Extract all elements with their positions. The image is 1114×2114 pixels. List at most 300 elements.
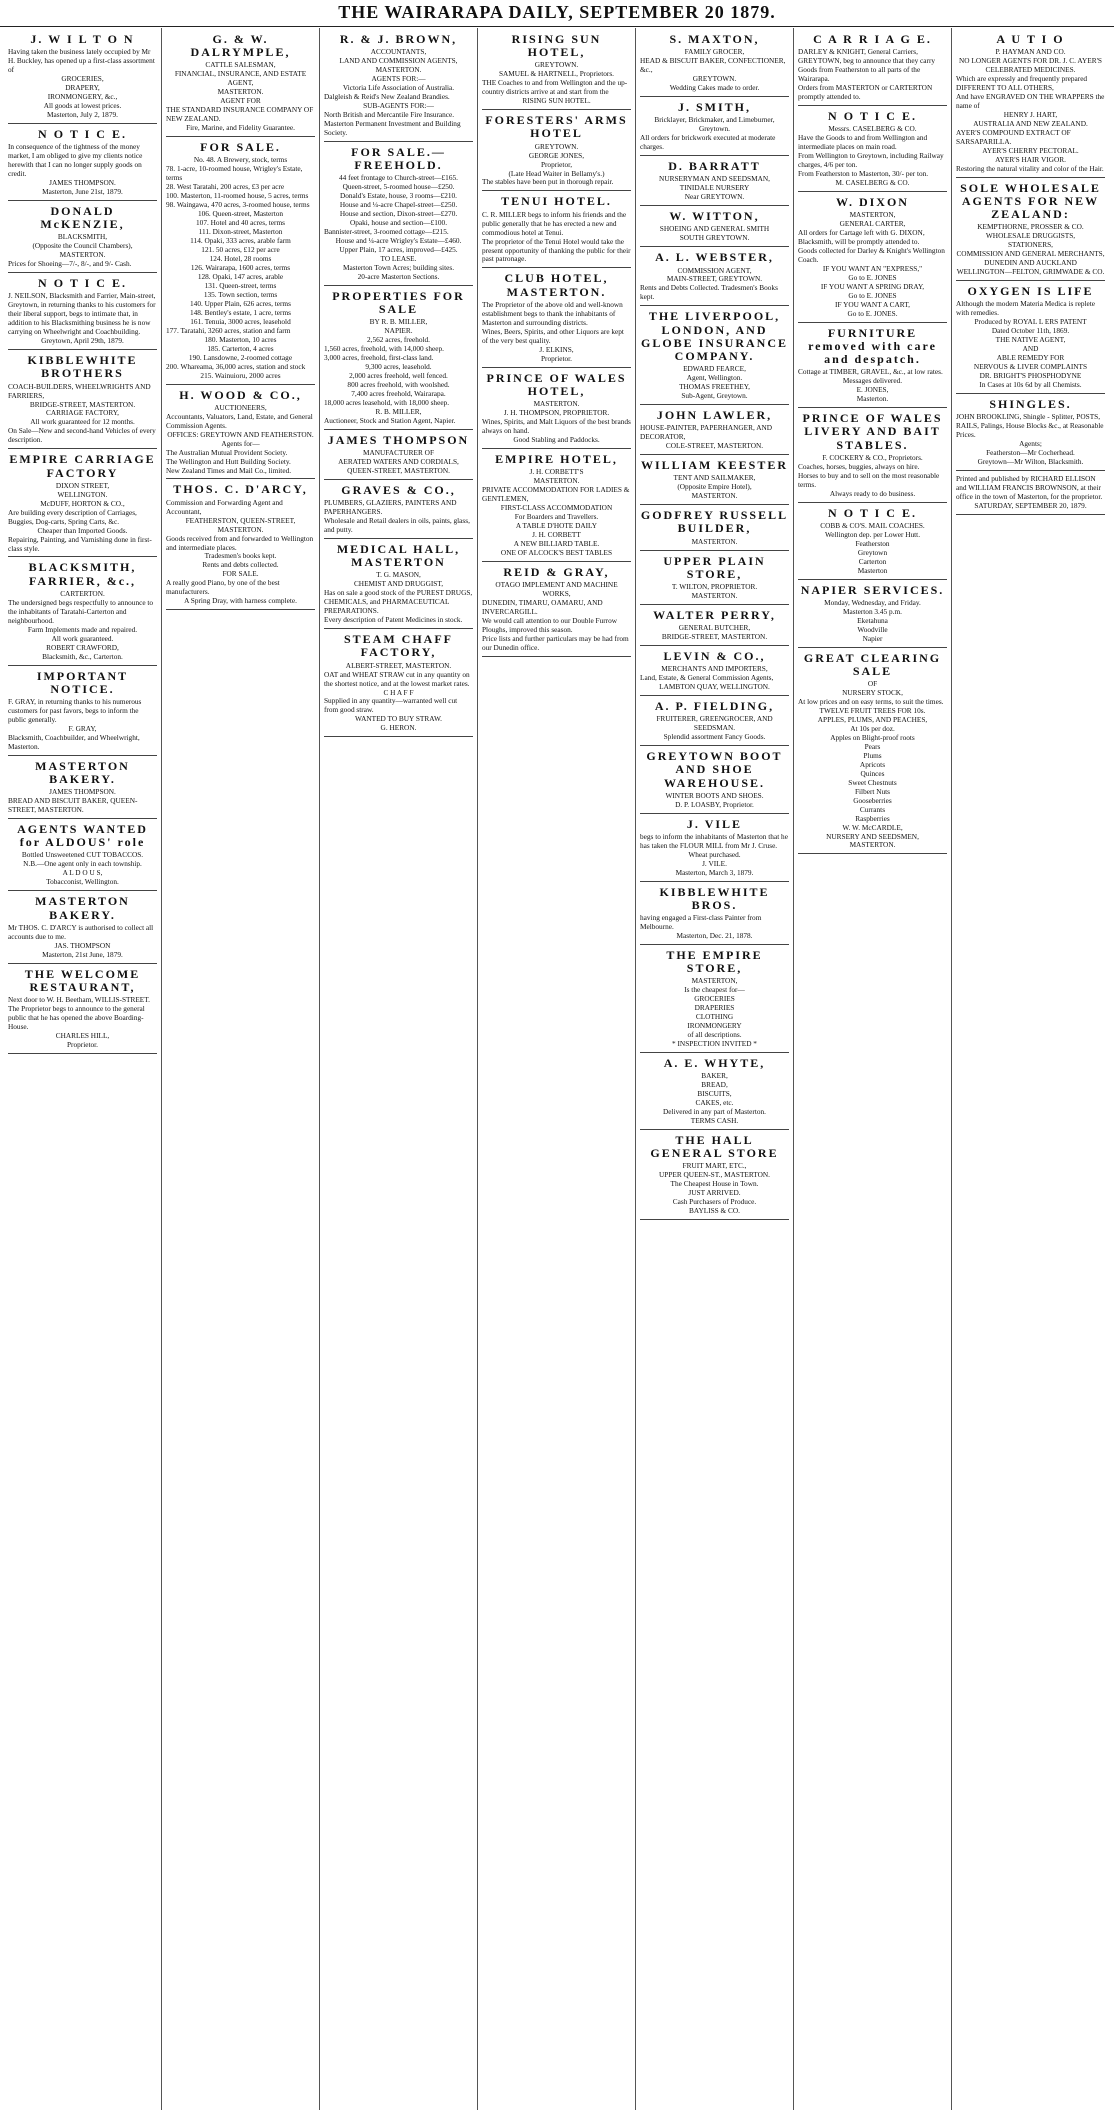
ad-line: Donald's Estate, house, 3 rooms—£210. [339,191,458,201]
advertisement [8,128,157,201]
ad-line: DIXON STREET, [55,480,110,490]
advertisement [482,272,631,367]
ad-line: Good Stabling and Paddocks. [513,434,600,444]
ad-line: 131. Queen-street, terms [204,280,277,290]
ad-line: 124. Hotel, 28 rooms [209,253,272,263]
ad-line: 111. Dixon-street, Masterton [198,227,283,237]
ad-line: Goods received from and forwarded to Wellington and intermediate places. [166,533,314,552]
ad-line: Filbert Nuts [854,786,891,796]
advertisement [324,543,473,629]
ad-line: COLE-STREET, MASTERTON. [665,441,764,451]
ad-line: 98. Waingawa, 470 acres, 3-roomed house, terms [166,200,310,210]
ad-line: WELLINGTON. [57,489,108,499]
ad-line: Repairing, Painting, and Varnishing done in first-class style. [8,534,152,553]
ad-line: Go to E. JONES [848,290,897,300]
ad-heading: G. & W. DALRYMPLE, [190,32,291,60]
ad-line: J. H. CORBETT [532,529,581,539]
ad-line: SUB-AGENTS FOR:— [363,101,434,110]
ad-line: F. COCKERY & CO., Proprietors. [822,452,923,462]
ad-line: HOUSE-PAINTER, PAPERHANGER, AND DECORATOR, [640,423,773,442]
ad-line: DRAPERY, [65,83,100,93]
ad-line: Apples on Blight-proof roots [830,732,915,742]
ad-line: 215. Wainuioru, 2000 acres [200,370,281,380]
ad-heading: PRINCE OF WALES LIVERY AND BAIT STABLES. [802,411,943,452]
advertisement [640,509,789,550]
ad-line: Supplied in any quantity—warranted well cut from good straw. [324,696,458,715]
advertisement [956,182,1105,281]
ad-line: DUNEDIN, TIMARU, OAMARU, AND INVERCARGILL. [482,597,603,616]
ad-line: 1,560 acres, freehold, with 14,000 sheep. [324,344,444,354]
ad-line: Agents; [1019,439,1042,449]
ad-line: J. ELKINS, [539,344,574,354]
ad-line: All work guaranteed for 12 months. [30,417,135,427]
ad-line: Proprietor. [540,353,572,363]
column-7 [952,28,1109,2110]
advertisement [798,507,947,580]
ad-line: 20-acre Masterton Sections. [357,271,440,281]
ad-line: Near GREYTOWN. [684,192,745,202]
ad-line: IRONMONGERY [687,1021,742,1031]
ad-line: Gooseberries [853,795,892,805]
ad-line: G. HERON. [380,723,417,733]
ad-line: CARTERTON. [60,588,105,598]
advertisement [166,141,315,384]
ad-line: FIRST-CLASS ACCOMMODATION [500,502,613,512]
ad-line: 135. Town section, terms [203,289,278,299]
ad-line: A Spring Dray, with harness complete. [184,596,297,606]
ad-line: From Featherston to Masterton, 30/- per ton. [798,169,929,179]
ad-line: CHEMIST AND DRUGGIST, [353,579,444,589]
ad-line: BREAD AND BISCUIT BAKER, QUEEN-STREET, MASTERTON. [8,796,138,815]
ad-line: Farm Implements made and repaired. [27,624,138,634]
advertisement [798,652,947,855]
ad-line: (Late Head Waiter in Bellamy's.) [508,168,605,178]
ad-line: Masterton Town Acres; building sites. [342,262,455,272]
ad-line: GROCERIES, [61,74,104,84]
ad-line: House and ¼-acre Chapel-street—£250. [339,200,458,210]
advertisement [8,205,157,273]
ad-line: C. R. MILLER begs to inform his friends and the public generally that he has erected a new and commodious hotel at Tenui. [482,209,627,237]
ad-line: RISING SUN HOTEL. [522,96,591,106]
advertisement [640,555,789,605]
ad-line: (Opposite the Council Chambers), [32,241,133,251]
ad-line: R. B. MILLER, [375,406,422,416]
advertisement [324,290,473,430]
ad-heading: KIBBLEWHITE BROTHERS [27,353,138,381]
ad-line: MASTERTON, [691,976,738,986]
ad-line: F. GRAY, in returning thanks to his numerous customers for past favors, begs to inform the public generally. [8,696,142,724]
ad-line: MERCHANTS AND IMPORTERS, [661,664,768,674]
ad-heading: THOS. C. D'ARCY, [173,482,308,497]
ad-line: Wellington dep. per Lower Hutt. [824,529,921,539]
advertisement [956,475,1105,515]
ad-line: 2,562 acres, freehold. [366,335,430,345]
ad-line: 9,300 acres, leasehold. [365,362,432,372]
ad-heading: GREYTOWN BOOT AND SHOE WAREHOUSE. [646,749,783,790]
ad-line: MASTERTON. [691,590,738,600]
ad-line: OF [867,679,878,689]
advertisement [8,968,157,1054]
ad-line: Wines, Beers, Spirits, and other Liquors are kept of the very best quality. [482,326,624,345]
advertisement [640,886,789,945]
ad-line: HEAD & BISCUIT BAKER, CONFECTIONER, &c., [640,56,786,75]
ad-line: Agents for— [221,438,260,448]
advertisement [640,251,789,306]
ad-heading: THE WELCOME RESTAURANT, [24,966,141,994]
advertisement [482,372,631,449]
ad-line: 114. Opaki, 333 acres, arable farm [190,236,291,246]
advertisement [640,750,789,814]
advertisement [324,434,473,480]
ad-line: ROBERT CRAWFORD, [46,642,119,652]
ad-line: F. GRAY, [68,723,97,733]
ad-line: Bannister-street, 3-roomed cottage—£215. [324,227,449,237]
ad-heading: A. E. WHYTE, [663,1056,766,1071]
advertisement [8,33,157,124]
ad-line: MASTERTON. [691,536,738,546]
ad-line: 18,000 acres leasehold, with 18,000 sheep. [324,397,450,407]
ad-line: D. P. LOASBY, Proprietor. [675,799,754,809]
ad-line: (Opposite Empire Hotel), [677,482,752,492]
ad-line: We would call attention to our Double Furrow Ploughs, improved this season. [482,615,617,634]
ad-heading: MASTERTON BAKERY. [35,894,130,922]
ad-line: AYER'S COMPOUND EXTRACT OF SARSAPARILLA. [956,127,1071,146]
ad-heading: WALTER PERRY, [653,607,776,622]
ad-line: Every description of Patent Medicines in stock. [324,615,463,625]
ad-line: Apricots [859,759,886,769]
ad-line: 185. Carterton, 4 acres [207,343,274,353]
column-2 [162,28,320,2110]
ad-line: Are building every description of Carriages, Buggies, Dog-carts, Spring Carts, &c. [8,507,137,526]
ad-line: THE NATIVE AGENT, [995,335,1066,345]
ad-heading: D. BARRATT [668,159,761,174]
advertisement [640,1057,789,1130]
ad-line: Tobacconist, Wellington. [46,877,119,887]
ad-heading: J. VILE [686,816,743,831]
ad-line: Horses to buy and to sell on the most reasonable terms. [798,470,940,489]
ad-heading: THE LIVERPOOL, LONDON, AND GLOBE INSURANCE COMPANY. [640,309,789,363]
ad-line: Proprietor, [540,159,573,169]
ad-line: North British and Mercantile Fire Insurance. [324,109,455,119]
ad-heading: JAMES THOMPSON [327,432,470,447]
ad-line: 44 feet frontage to Church-street—£165. [339,173,458,183]
ad-heading: C A R R I A G E. [813,32,932,46]
ad-line: Masterton, June 21st, 1879. [42,186,123,196]
ad-line: of all descriptions. [687,1030,742,1040]
ad-heading: N O T I C E. [38,126,127,141]
ad-line: TENT AND SAILMAKER, [673,473,756,483]
ad-heading: PRINCE OF WALES HOTEL, [486,370,627,398]
advertisement [640,949,789,1053]
ad-line: NURSERYMAN AND SEEDSMAN, [659,174,770,184]
ad-line: And have ENGRAVED ON THE WRAPPERS the name of [956,92,1105,110]
ad-line: Commission and Forwarding Agent and Accountant, [166,497,283,516]
ad-line: BREAD, [701,1080,728,1090]
ad-heading: LEVIN & CO., [663,648,766,663]
ad-heading: WILLIAM KEESTER [640,458,789,473]
ad-line: MANUFACTURER OF [362,448,435,458]
column-3 [320,28,478,2110]
advertisement [8,895,157,963]
advertisement [640,650,789,696]
ad-line: NURSERY STOCK, [842,688,903,697]
advertisement [482,453,631,562]
ad-line: IF YOU WANT A CART, [835,299,910,309]
advertisement [8,670,157,756]
ad-line: JAMES THOMPSON. [49,178,116,187]
ad-line: APPLES, PLUMS, AND PEACHES, [817,714,928,724]
ad-heading: FOR SALE. [200,140,281,155]
ad-line: Featherston [855,538,890,548]
ad-line: The stables have been put in thorough repair. [482,177,614,187]
ad-line: House and section, Dixon-street—£270. [339,209,458,219]
ad-line: FRUITERER, GREENGROCER, AND SEEDSMAN. [656,714,773,733]
ad-heading: A. P. FIELDING, [654,699,775,714]
advertisement [324,633,473,737]
ad-line: The proprietor of the Tenui Hotel would take the present opportunity of thanking the public for their past patronage. [482,236,631,264]
ad-line: JAMES THOMPSON. [49,787,116,797]
advertisement [324,33,473,142]
ad-line: GREYTOWN. [692,74,737,84]
ad-line: Always ready to do business. [829,488,916,498]
ad-line: 800 acres freehold, with woolshed. [347,380,450,390]
ad-line: C H A F F [383,687,414,697]
ad-line: IF YOU WANT AN "EXPRESS," [822,263,923,273]
advertisement [798,412,947,502]
ad-line: Monday, Wednesday, and Friday. [824,597,921,607]
ad-line: Rents and debts collected. [202,560,279,570]
ad-line: The Wellington and Hutt Building Society. [166,456,291,466]
ad-line: Cheaper than Imported Goods. [37,525,128,535]
ad-line: Delivered in any part of Masterton. [663,1107,766,1117]
ad-line: Raspberries [855,813,890,823]
ad-line: UPPER QUEEN-ST., MASTERTON. [659,1170,770,1180]
ad-heading: FURNITURE removed with care and despatch. [808,325,937,367]
ad-line: MASTERTON. [533,398,580,408]
ad-line: For Boarders and Travellers. [514,511,599,521]
ad-line: JOHN BROOKLING, Shingle - Splitter, POSTS, RAILS, Palings, House Blocks &c., at Reasonable Prices. [956,412,1104,440]
ad-line: BLACKSMITH, [57,232,108,242]
ad-line: Masterton 3.45 p.m. [843,606,902,616]
advertisement [798,327,947,408]
ad-heading: H. WOOD & CO., [179,387,302,402]
ad-line: COMMISSION AND GENERAL MERCHANTS, [956,249,1105,259]
ad-line: Carterton [858,556,887,566]
ad-line: BRIDGE-STREET, MASTERTON. [661,632,768,641]
ad-line: QUEEN-STREET, MASTERTON. [347,466,450,475]
ad-line: MASTERTON. [533,475,580,485]
ad-line: MASTERTON. [691,491,738,501]
ad-line: BAYLISS & CO. [688,1206,741,1216]
ad-line: Tradesmen's books kept. [204,551,277,561]
ad-line: Plums [863,750,882,760]
ad-line: Although the modern Materia Medica is replete with remedies. [956,299,1096,318]
ad-line: Dalgleish & Reid's New Zealand Brandies. [324,92,450,102]
ad-heading: OXYGEN IS LIFE [967,284,1094,299]
ad-line: Dated October 11th, 1869. [991,326,1070,336]
ad-heading: J. W I L T O N [30,32,135,46]
ad-line: TERMS CASH. [690,1116,739,1126]
ad-line: Rents and Debts Collected. Tradesmen's Books kept. [640,283,778,302]
advertisement [640,310,789,405]
ad-heading: N O T I C E. [38,276,127,291]
advertisement [798,584,947,648]
ad-line: CATTLE SALESMAN, [205,60,276,70]
ad-line: * INSPECTION INVITED * [672,1039,757,1049]
ad-line: 148. Bentley's estate, 1 acre, terms [189,307,291,317]
ad-line: NAPIER. [384,326,413,336]
ad-line: ACCOUNTANTS, [370,47,427,57]
ad-line: 107. Hotel and 40 acres, terms [196,218,285,228]
ad-line: BAKER, [701,1071,728,1081]
ad-line: AGENT FOR [220,96,261,106]
ad-line: GROCERIES [694,994,735,1004]
advertisement [8,354,157,449]
ad-line: Masterton, 21st June, 1879. [42,949,123,959]
ad-line: House and ¼-acre Wrigley's Estate—£460. [335,236,462,246]
ad-line: All work guaranteed. [51,633,114,643]
ad-line: No. 48. A Brewery, stock, terms [193,155,288,165]
ad-line: Masterton Permanent Investment and Building Society. [324,118,461,137]
ad-line: IF YOU WANT A SPRING DRAY, [820,281,925,291]
ad-line: 3,000 acres, freehold, first-class land. [324,353,434,363]
ad-heading: FORESTERS' ARMS HOTEL [485,113,628,141]
ad-line: Quinces [860,768,885,778]
ad-line: Go to E. JONES [848,272,897,282]
ad-line: AERATED WATERS AND CORDIALS, [338,457,459,467]
ad-heading: NAPIER SERVICES. [800,582,945,597]
advertisement [640,609,789,646]
ad-heading: J. SMITH, [677,100,751,115]
ad-line: Featherston—Mr Cocherhead. [986,448,1075,458]
ad-line: OTAGO IMPLEMENT AND MACHINE WORKS, [495,579,618,598]
ad-line: MASTERTON. [217,87,264,97]
ad-line: Currants [859,804,886,814]
ad-line: Go to E. JONES. [847,308,898,318]
ad-line: GREYTOWN. [534,60,579,70]
ad-line: NURSERY AND SEEDSMEN, [826,831,919,841]
ad-line: From Wellington to Greytown, including Railway charges, 4/6 per ton. [798,151,944,170]
ad-line: Greytown. [698,124,730,134]
ad-line: SHOEING AND GENERAL SMITH [659,224,770,234]
ad-line: NO LONGER AGENTS FOR DR. J. C. AYER'S [959,56,1102,66]
ad-line: Opaki, house and section—£100. [349,218,448,228]
ad-line: LAND AND COMMISSION AGENTS, [339,56,458,66]
ad-heading: EMPIRE HOTEL, [495,451,618,466]
ad-line: begs to inform the inhabitants of Masterton that he has taken the FLOUR MILL from Mr J. Cruse. [640,831,788,850]
ad-heading: KIBBLEWHITE BROS. [659,884,770,912]
ad-line: Greytown, April 29th, 1879. [41,336,124,346]
ad-line: Which are expressly and frequently prepared DIFFERENT TO ALL OTHERS, [956,74,1088,93]
ad-line: 161. Tenuia, 3000 acres, leasehold [190,316,291,326]
ad-line: Bottled Unsweetened CUT TOBACCOS. [21,850,144,860]
ad-line: Wines, Spirits, and Malt Liquors of the best brands always on hand. [482,416,631,435]
ad-line: Coaches, horses, buggies, always on hire. [798,461,920,471]
ad-line: Pears [864,741,881,751]
ad-line: FRUIT MART, ETC., [682,1161,747,1171]
advertisement [640,459,789,505]
ad-line: Splendid assortment Fancy Goods. [663,732,766,742]
ad-line: 106. Queen-street, Masterton [197,209,284,219]
column-6 [794,28,952,2110]
ad-line: DR. BRIGHT'S PHOSPHODYNE [979,371,1082,381]
ad-heading: SHINGLES. [989,397,1072,411]
ad-line: WHOLESALE DRUGGISTS, [985,231,1076,241]
ad-line: ONE OF ALCOCK'S BEST TABLES [500,547,613,557]
ad-line: AUSTRALIA AND NEW ZEALAND. [973,118,1088,128]
ad-heading: DONALD McKENZIE, [40,203,125,232]
ad-line: AUCTIONEERS, [214,402,267,412]
ad-line: 28. West Taratahi, 200 acres, £3 per acre [166,182,285,192]
ad-line: 180. Masterton, 10 acres [204,334,277,344]
ad-heading: RISING SUN HOTEL, [511,32,602,60]
advertisement [482,33,631,110]
ad-line: Have the Goods to and from Wellington and intermediate places on main road. [798,133,928,152]
ad-line: Masterton [857,565,888,575]
ad-line: Restoring the natural vitality and color of the Hair. [956,163,1104,173]
ad-line: Auctioneer, Stock and Station Agent, Napier. [324,415,456,425]
ad-line: At low prices and on easy terms, to suit the times. [798,696,944,706]
ad-line: J. VILE. [702,858,727,868]
ad-line: The Proprietor of the above old and well-known establishment begs to thank the inhabitants of Masterton and surrounding districts. [482,299,623,327]
ad-line: A really good Piano, by one of the best manufacturers. [166,578,280,597]
ad-line: AYER'S CHERRY PECTORAL. [982,145,1079,155]
ad-line: Wheat purchased. [688,849,741,859]
ad-line: Proprietor. [66,1039,98,1049]
ad-line: GENERAL CARTER, [839,219,906,229]
advertisement [482,566,631,657]
ad-line: J. H. CORBETT'S [529,467,584,476]
ad-line: Produced by ROYAL L ERS PATENT [974,317,1087,327]
advertisement [166,389,315,480]
ad-line: T. G. MASON, [376,570,421,580]
ad-heading: A U T I O [996,32,1065,46]
ad-line: BRIDGE-STREET, MASTERTON. [29,399,136,409]
ad-line: BISCUITS, [697,1089,732,1099]
ad-line: MASTERTON. [849,840,896,850]
ad-line: Bricklayer, Brickmaker, and Limeburner, [654,115,775,125]
columns-container [4,28,1110,2110]
ad-line: ALBERT-STREET, MASTERTON. [345,660,452,670]
advertisement [8,823,157,891]
ad-line: SAMUEL & HARTNELL, Proprietors. [498,69,615,79]
ad-line: The Proprietor begs to announce to the general public that he has opened the above Boarding-House. [8,1003,145,1031]
ad-line: Fire, Marine, and Fidelity Guarantee. [186,123,295,133]
ad-line: BY R. B. MILLER, [369,317,428,327]
ad-line: DARLEY & KNIGHT, General Carriers, GREYTOWN, beg to announce that they carry Goods from Featherston to all parts of the Wairarapa. [798,47,936,84]
masthead [0,0,1114,27]
ad-heading: THE HALL GENERAL STORE [650,1133,779,1161]
ad-line: In consequence of the tightness of the money market, I am obliged to give my clients notice herewith that I can no longer supply goods on credit. [8,142,143,179]
ad-line: Agent, Wellington. [686,373,743,383]
ad-line: LAMBTON QUAY, WELLINGTON. [659,682,770,692]
ad-line: CLOTHING [695,1012,734,1022]
ad-line: KEMPTHORNE, PROSSER & CO. [977,222,1084,232]
advertisement [166,33,315,137]
ad-heading: JOHN LAWLER, [656,408,773,422]
ad-heading: W. WITTON, [669,209,760,224]
ad-heading: CLUB HOTEL, MASTERTON. [504,271,609,299]
ad-line: Cottage at TIMBER, GRAVEL, &c., at low rates. [798,367,943,377]
ad-heading: GREAT CLEARING SALE [803,650,942,678]
ad-line: Upper Plain, 17 acres, improved—£425. [339,245,458,254]
ad-line: CARRIAGE FACTORY, [46,408,119,418]
ad-line: Cash Purchasers of Produce. [672,1197,757,1207]
ad-line: WINTER BOOTS AND SHOES. [665,790,764,800]
ad-heading: THE EMPIRE STORE, [666,947,763,976]
ad-line: DRAPERIES [694,1003,735,1013]
ad-heading: R. & J. BROWN, [339,32,458,46]
